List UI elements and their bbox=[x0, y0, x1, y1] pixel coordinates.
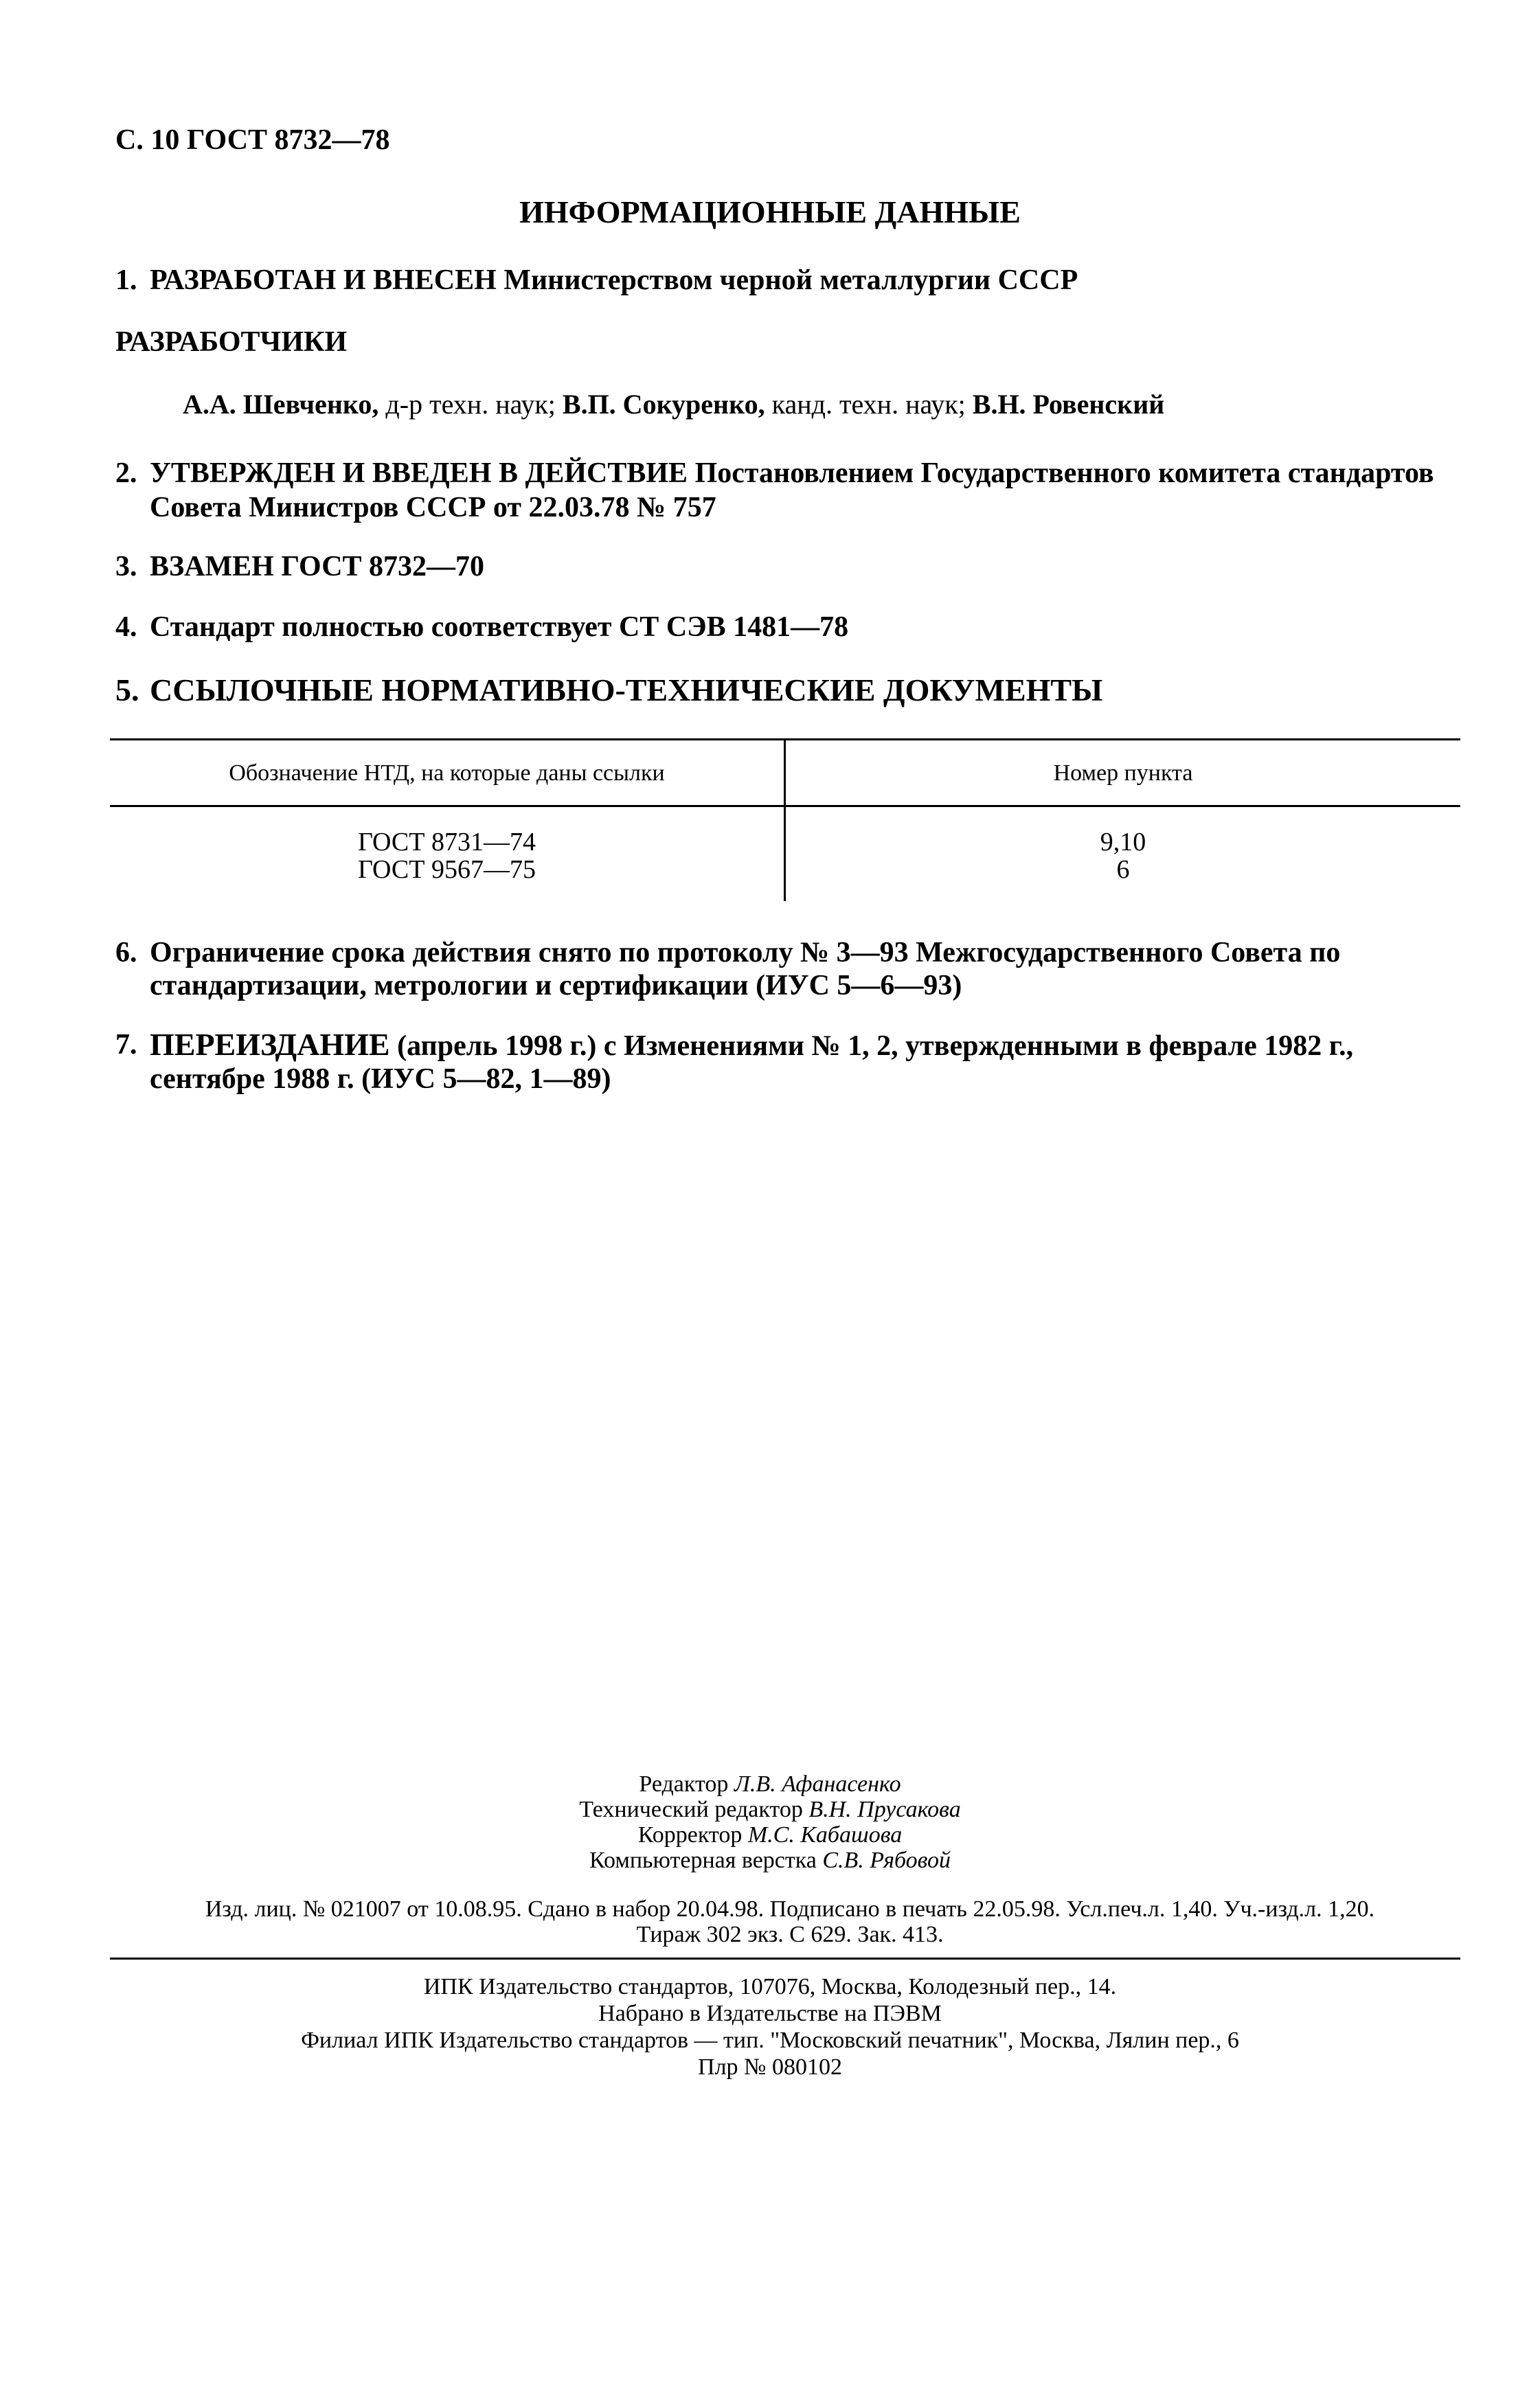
credit-tech-editor bbox=[0, 1797, 1540, 1822]
imprint-line-1: Изд. лиц. № 021007 от 10.08.95. Сдано в набор 20.04.98. Подписано в печать 22.05.98. Усл.печ.л. 1,40. Уч.-изд.л. 1,20. bbox=[205, 1896, 1375, 1922]
item-text: ССЫЛОЧНЫЕ НОРМАТИВНО-ТЕХНИЧЕСКИЕ ДОКУМЕНТЫ bbox=[150, 672, 1103, 707]
item-text: (апрель 1998 г.) с Изменениями № 1, 2, утвержденными в феврале 1982 г., сентябре 1988 г. (ИУС 5—82, 1—89) bbox=[150, 1030, 1354, 1095]
publisher-line-3: Филиал ИПК Издательство стандартов — тип. "Московский печатник", Москва, Лялин пер., 6 bbox=[301, 2028, 1239, 2053]
credit-person: Л.В. Афанасенко bbox=[734, 1771, 901, 1797]
developer-degree: д-р техн. наук; bbox=[378, 389, 563, 420]
info-item-5 bbox=[115, 673, 1462, 707]
item-lead: УТВЕРЖДЕН И ВВЕДЕН В ДЕЙСТВИЕ bbox=[150, 457, 688, 489]
developer-degree: канд. техн. наук; bbox=[765, 389, 973, 420]
credit-label: Технический редактор bbox=[579, 1797, 809, 1822]
developer-name: В.Н. Ровенский bbox=[972, 389, 1165, 420]
item-text: Ограничение срока действия снято по протоколу № 3—93 Межгосударственного Совета по стандартизации, метрологии и сертификации (ИУС 5—6—93) bbox=[150, 937, 1341, 1001]
developer-name: А.А. Шевченко, bbox=[183, 389, 379, 420]
developers-list bbox=[183, 388, 1164, 420]
item-number: 1. bbox=[115, 264, 137, 296]
item-lead: ПЕРЕИЗДАНИЕ bbox=[150, 1027, 390, 1062]
info-item-3 bbox=[115, 549, 1462, 584]
info-item-1 bbox=[115, 263, 1462, 297]
page-header: С. 10 ГОСТ 8732—78 bbox=[115, 124, 390, 156]
credit-label: Редактор bbox=[639, 1771, 734, 1797]
table-cell-doc: ГОСТ 8731—74 bbox=[358, 828, 536, 857]
credit-person: М.С. Кабашова bbox=[747, 1822, 903, 1848]
table-header-clause: Номер пункта bbox=[1053, 760, 1193, 786]
credit-person: В.Н. Прусакова bbox=[808, 1797, 961, 1822]
item-number: 7. bbox=[115, 1029, 137, 1060]
info-item-4 bbox=[115, 610, 1462, 644]
item-text: ВЗАМЕН ГОСТ 8732—70 bbox=[150, 551, 485, 582]
page-title: ИНФОРМАЦИОННЫЕ ДАННЫЕ bbox=[519, 194, 1021, 229]
table-cell-doc: ГОСТ 9567—75 bbox=[358, 855, 536, 884]
publisher-line-1: ИПК Издательство стандартов, 107076, Москва, Колодезный пер., 14. bbox=[423, 1974, 1117, 1999]
item-lead: РАЗРАБОТАН И ВНЕСЕН bbox=[150, 264, 497, 296]
credit-person: С.В. Рябовой bbox=[822, 1848, 951, 1873]
item-number: 4. bbox=[115, 611, 137, 643]
item-text: Стандарт полностью соответствует СТ СЭВ 1481—78 bbox=[150, 611, 849, 643]
credit-label: Компьютерная верстка bbox=[589, 1848, 823, 1873]
credit-label: Корректор bbox=[637, 1822, 748, 1848]
credit-editor bbox=[0, 1772, 1540, 1797]
imprint-divider bbox=[110, 1958, 1460, 1960]
item-text: Министерством черной металлургии СССР bbox=[496, 264, 1078, 296]
item-number: 2. bbox=[115, 457, 137, 489]
publisher-line-4: Плр № 080102 bbox=[698, 2054, 842, 2080]
info-item-2 bbox=[115, 456, 1462, 525]
item-number: 3. bbox=[115, 551, 137, 582]
item-number: 5. bbox=[115, 672, 139, 707]
table-header-designation: Обозначение НТД, на которые даны ссылки bbox=[229, 760, 665, 786]
item-number: 6. bbox=[115, 937, 137, 968]
table-cell-clause: 9,10 bbox=[1100, 828, 1146, 857]
table-cell-clause: 6 bbox=[1116, 855, 1130, 884]
info-item-7 bbox=[115, 1028, 1462, 1096]
publisher-line-2: Набрано в Издательстве на ПЭВМ bbox=[598, 2001, 942, 2026]
item-text: Постановлением Государственного комитета стандартов Совета Министров СССР от 22.03.78 № 757 bbox=[150, 457, 1434, 523]
developer-name: В.П. Сокуренко, bbox=[562, 389, 765, 420]
table-header-rule bbox=[110, 805, 1460, 807]
info-item-6 bbox=[115, 936, 1462, 1002]
developers-heading: РАЗРАБОТЧИКИ bbox=[115, 326, 348, 358]
imprint-line-2: Тираж 302 экз. С 629. Зак. 413. bbox=[636, 1922, 944, 1947]
credit-corrector bbox=[0, 1823, 1540, 1848]
credit-layout bbox=[0, 1848, 1540, 1873]
